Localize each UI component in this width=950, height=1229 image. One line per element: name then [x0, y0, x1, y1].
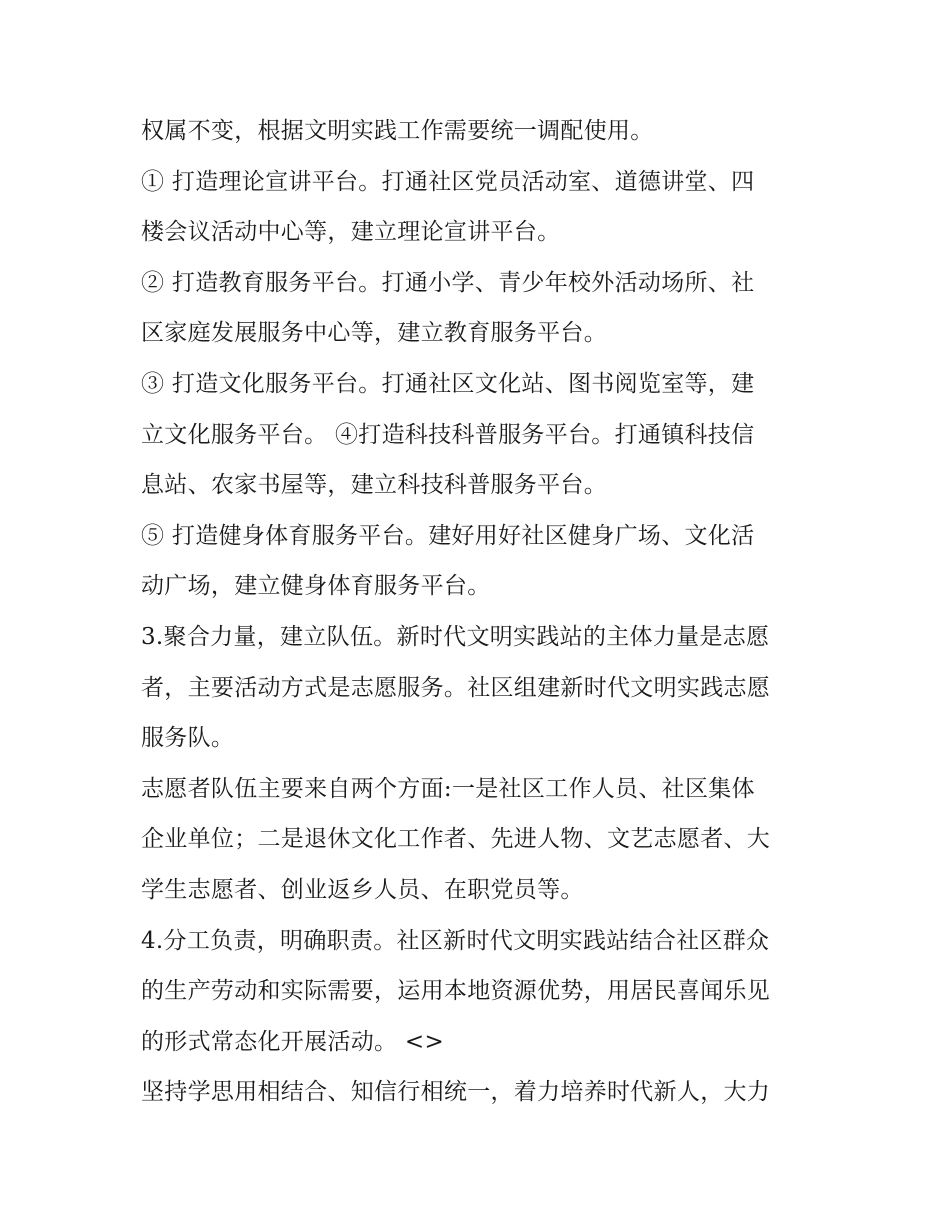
text-line: 权属不变，根据文明实践工作需要统一调配使用。 [141, 118, 654, 144]
text-line: 坚持学思用相结合、知信行相统一，着力培养时代新人，大力 [141, 1079, 771, 1106]
text-line: 立文化服务平台。 ④打造科技科普服务平台。打通镇科技信 [141, 421, 755, 448]
text-line: 服务队。 [141, 725, 235, 752]
text-line: 志愿者队伍主要来自两个方面:一是社区工作人员、社区集体 [141, 775, 755, 802]
text-line: 3.聚合力量，建立队伍。新时代文明实践站的主体力量是志愿 [141, 623, 770, 650]
text-line: 4.分工负责，明确职责。社区新时代文明实践站结合社区群众 [141, 927, 770, 954]
text-line: 动广场，建立健身体育服务平台。 [141, 573, 491, 600]
text-line: 企业单位；二是退休文化工作者、先进人物、文艺志愿者、大 [141, 826, 771, 853]
text-line: ① 打造理论宣讲平台。打通社区党员活动室、道德讲堂、四 [141, 168, 755, 195]
text-line: 者，主要活动方式是志愿服务。社区组建新时代文明实践志愿 [141, 674, 771, 701]
text-line: ⑤ 打造健身体育服务平台。建好用好社区健身广场、文化活 [141, 522, 755, 549]
text-line: ② 打造教育服务平台。打通小学、青少年校外活动场所、社 [141, 269, 755, 296]
text-line: 息站、农家书屋等，建立科技科普服务平台。 [141, 472, 607, 499]
text-line: 学生志愿者、创业返乡人员、在职党员等。 [141, 876, 584, 903]
text-line: 的形式常态化开展活动。 <> [141, 1028, 445, 1055]
text-line: 区家庭发展服务中心等，建立教育服务平台。 [141, 320, 607, 347]
text-line: 楼会议活动中心等，建立理论宣讲平台。 [141, 219, 561, 246]
text-line: 的生产劳动和实际需要，运用本地资源优势，用居民喜闻乐见 [141, 978, 771, 1005]
text-line: ③ 打造文化服务平台。打通社区文化站、图书阅览室等，建 [141, 370, 755, 397]
body-text [141, 106, 821, 1118]
